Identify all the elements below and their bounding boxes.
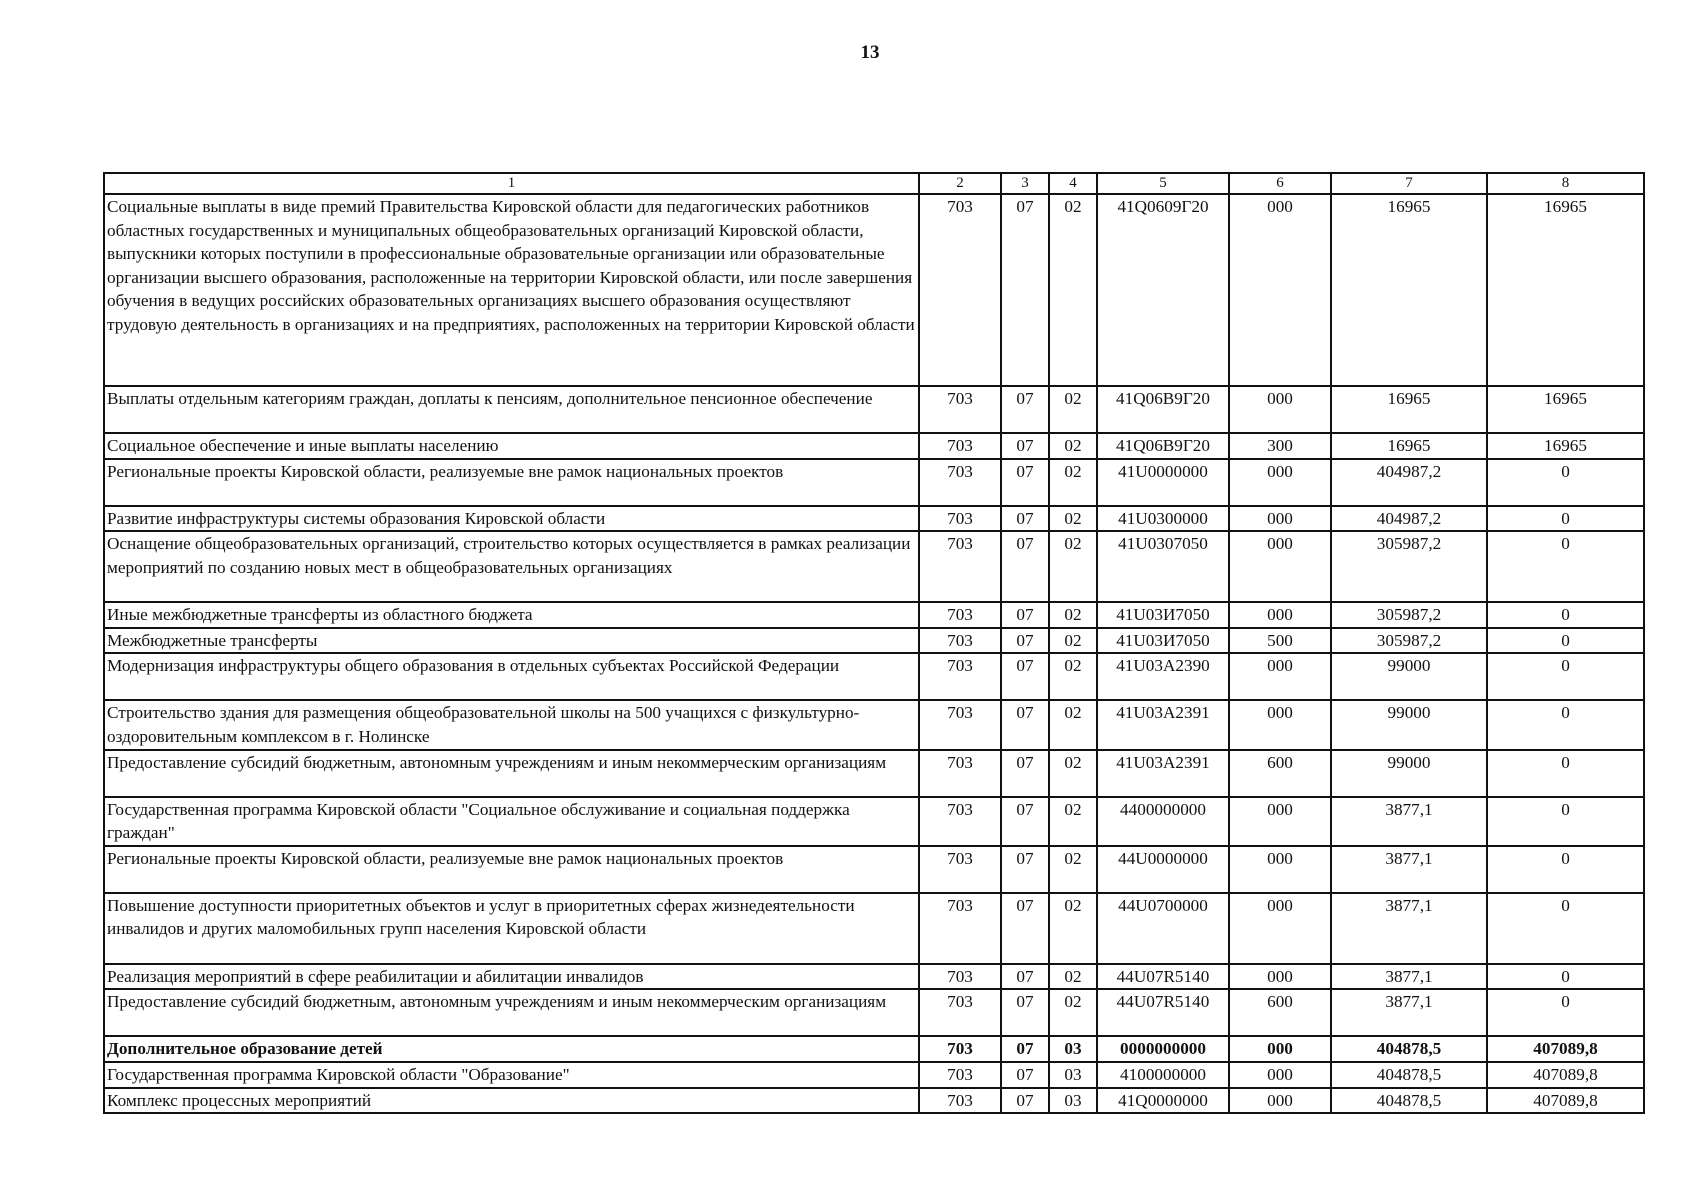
amount-year2-cell: 0 bbox=[1487, 797, 1644, 846]
section-cell: 07 bbox=[1001, 386, 1049, 433]
amount-year2-cell: 0 bbox=[1487, 989, 1644, 1036]
row-name-cell: Государственная программа Кировской области "Социальное обслуживание и социальная поддержка граждан" bbox=[104, 797, 919, 846]
amount-year2-cell: 0 bbox=[1487, 459, 1644, 506]
target-article-cell: 0000000000 bbox=[1097, 1036, 1229, 1062]
amount-year2-cell: 0 bbox=[1487, 628, 1644, 654]
table-row bbox=[104, 750, 1644, 797]
code-cell: 703 bbox=[919, 1088, 1001, 1114]
row-name-cell: Выплаты отдельным категориям граждан, доплаты к пенсиям, дополнительное пенсионное обеспечение bbox=[104, 386, 919, 433]
section-cell: 07 bbox=[1001, 797, 1049, 846]
table-row bbox=[104, 459, 1644, 506]
subsection-cell: 02 bbox=[1049, 846, 1097, 893]
amount-year2-cell: 16965 bbox=[1487, 386, 1644, 433]
table-row bbox=[104, 893, 1644, 964]
expense-type-cell: 000 bbox=[1229, 386, 1331, 433]
row-name-cell: Иные межбюджетные трансферты из областного бюджета bbox=[104, 602, 919, 628]
code-cell: 703 bbox=[919, 989, 1001, 1036]
target-article-cell: 4400000000 bbox=[1097, 797, 1229, 846]
expense-type-cell: 000 bbox=[1229, 1062, 1331, 1088]
subsection-cell: 02 bbox=[1049, 797, 1097, 846]
expense-type-cell: 000 bbox=[1229, 531, 1331, 602]
table-body bbox=[104, 194, 1644, 1113]
section-cell: 07 bbox=[1001, 893, 1049, 964]
table-row bbox=[104, 700, 1644, 749]
row-name-cell: Дополнительное образование детей bbox=[104, 1036, 919, 1062]
table-row bbox=[104, 628, 1644, 654]
code-cell: 703 bbox=[919, 750, 1001, 797]
expense-type-cell: 000 bbox=[1229, 506, 1331, 532]
table-row bbox=[104, 1088, 1644, 1114]
amount-year1-cell: 16965 bbox=[1331, 433, 1487, 459]
amount-year1-cell: 305987,2 bbox=[1331, 628, 1487, 654]
expense-type-cell: 000 bbox=[1229, 602, 1331, 628]
code-cell: 703 bbox=[919, 386, 1001, 433]
amount-year2-cell: 0 bbox=[1487, 750, 1644, 797]
section-cell: 07 bbox=[1001, 602, 1049, 628]
row-name-cell: Реализация мероприятий в сфере реабилитации и абилитации инвалидов bbox=[104, 964, 919, 990]
amount-year2-cell: 407089,8 bbox=[1487, 1036, 1644, 1062]
section-cell: 07 bbox=[1001, 628, 1049, 654]
subsection-cell: 03 bbox=[1049, 1062, 1097, 1088]
amount-year2-cell: 0 bbox=[1487, 531, 1644, 602]
code-cell: 703 bbox=[919, 602, 1001, 628]
target-article-cell: 41U03И7050 bbox=[1097, 602, 1229, 628]
target-article-cell: 41U0307050 bbox=[1097, 531, 1229, 602]
section-cell: 07 bbox=[1001, 700, 1049, 749]
amount-year1-cell: 404878,5 bbox=[1331, 1088, 1487, 1114]
row-name-cell: Предоставление субсидий бюджетным, автономным учреждениям и иным некоммерческим организациям bbox=[104, 750, 919, 797]
code-cell: 703 bbox=[919, 1036, 1001, 1062]
table-row bbox=[104, 531, 1644, 602]
amount-year1-cell: 3877,1 bbox=[1331, 989, 1487, 1036]
section-cell: 07 bbox=[1001, 1088, 1049, 1114]
table-row bbox=[104, 194, 1644, 386]
table-row bbox=[104, 506, 1644, 532]
amount-year2-cell: 0 bbox=[1487, 964, 1644, 990]
expense-type-cell: 000 bbox=[1229, 459, 1331, 506]
subsection-cell: 02 bbox=[1049, 653, 1097, 700]
expense-type-cell: 300 bbox=[1229, 433, 1331, 459]
amount-year1-cell: 16965 bbox=[1331, 386, 1487, 433]
expense-type-cell: 000 bbox=[1229, 964, 1331, 990]
target-article-cell: 44U07R5140 bbox=[1097, 989, 1229, 1036]
section-cell: 07 bbox=[1001, 506, 1049, 532]
section-cell: 07 bbox=[1001, 194, 1049, 386]
amount-year1-cell: 3877,1 bbox=[1331, 797, 1487, 846]
expense-type-cell: 000 bbox=[1229, 700, 1331, 749]
amount-year2-cell: 0 bbox=[1487, 700, 1644, 749]
section-cell: 07 bbox=[1001, 964, 1049, 990]
subsection-cell: 02 bbox=[1049, 964, 1097, 990]
subsection-cell: 02 bbox=[1049, 506, 1097, 532]
row-name-cell: Межбюджетные трансферты bbox=[104, 628, 919, 654]
target-article-cell: 41Q06В9Г20 bbox=[1097, 386, 1229, 433]
amount-year2-cell: 407089,8 bbox=[1487, 1062, 1644, 1088]
subsection-cell: 02 bbox=[1049, 989, 1097, 1036]
amount-year1-cell: 99000 bbox=[1331, 700, 1487, 749]
amount-year1-cell: 404878,5 bbox=[1331, 1062, 1487, 1088]
column-header: 4 bbox=[1049, 173, 1097, 194]
subsection-cell: 02 bbox=[1049, 386, 1097, 433]
amount-year1-cell: 305987,2 bbox=[1331, 531, 1487, 602]
target-article-cell: 41Q06В9Г20 bbox=[1097, 433, 1229, 459]
code-cell: 703 bbox=[919, 797, 1001, 846]
target-article-cell: 41Q0000000 bbox=[1097, 1088, 1229, 1114]
table-row bbox=[104, 846, 1644, 893]
code-cell: 703 bbox=[919, 433, 1001, 459]
amount-year1-cell: 404987,2 bbox=[1331, 506, 1487, 532]
section-cell: 07 bbox=[1001, 846, 1049, 893]
expense-type-cell: 000 bbox=[1229, 653, 1331, 700]
budget-table bbox=[103, 172, 1645, 1114]
subsection-cell: 03 bbox=[1049, 1088, 1097, 1114]
row-name-cell: Предоставление субсидий бюджетным, автономным учреждениям и иным некоммерческим организациям bbox=[104, 989, 919, 1036]
section-cell: 07 bbox=[1001, 1062, 1049, 1088]
expense-type-cell: 000 bbox=[1229, 1088, 1331, 1114]
code-cell: 703 bbox=[919, 531, 1001, 602]
row-name-cell: Повышение доступности приоритетных объектов и услуг в приоритетных сферах жизнедеятельности инвалидов и других маломобильных групп населения Кировской области bbox=[104, 893, 919, 964]
target-article-cell: 41Q0609Г20 bbox=[1097, 194, 1229, 386]
amount-year2-cell: 0 bbox=[1487, 602, 1644, 628]
code-cell: 703 bbox=[919, 628, 1001, 654]
section-cell: 07 bbox=[1001, 989, 1049, 1036]
amount-year2-cell: 0 bbox=[1487, 893, 1644, 964]
amount-year1-cell: 3877,1 bbox=[1331, 846, 1487, 893]
target-article-cell: 41U03А2391 bbox=[1097, 700, 1229, 749]
expense-type-cell: 600 bbox=[1229, 989, 1331, 1036]
amount-year1-cell: 404878,5 bbox=[1331, 1036, 1487, 1062]
expense-type-cell: 000 bbox=[1229, 846, 1331, 893]
section-cell: 07 bbox=[1001, 1036, 1049, 1062]
target-article-cell: 44U0000000 bbox=[1097, 846, 1229, 893]
code-cell: 703 bbox=[919, 653, 1001, 700]
page-number: 13 bbox=[860, 42, 880, 63]
subsection-cell: 02 bbox=[1049, 531, 1097, 602]
target-article-cell: 4100000000 bbox=[1097, 1062, 1229, 1088]
row-name-cell: Региональные проекты Кировской области, реализуемые вне рамок национальных проектов bbox=[104, 846, 919, 893]
code-cell: 703 bbox=[919, 194, 1001, 386]
target-article-cell: 41U03А2390 bbox=[1097, 653, 1229, 700]
code-cell: 703 bbox=[919, 964, 1001, 990]
subsection-cell: 02 bbox=[1049, 433, 1097, 459]
amount-year1-cell: 99000 bbox=[1331, 653, 1487, 700]
section-cell: 07 bbox=[1001, 459, 1049, 506]
amount-year2-cell: 0 bbox=[1487, 653, 1644, 700]
table-row bbox=[104, 797, 1644, 846]
column-header: 5 bbox=[1097, 173, 1229, 194]
row-name-cell: Государственная программа Кировской области "Образование" bbox=[104, 1062, 919, 1088]
column-header: 8 bbox=[1487, 173, 1644, 194]
code-cell: 703 bbox=[919, 459, 1001, 506]
row-name-cell: Комплекс процессных мероприятий bbox=[104, 1088, 919, 1114]
amount-year1-cell: 404987,2 bbox=[1331, 459, 1487, 506]
section-cell: 07 bbox=[1001, 433, 1049, 459]
row-name-cell: Социальные выплаты в виде премий Правительства Кировской области для педагогических работников областных государственных и муниципальных общеобразовательных организаций Кировской области, выпускники которых поступили в профессиональные образовательные организации или образовательные организации высшего образования, расположенные на территории Кировской области, или после завершения обучения в ведущих российских образовательных организациях высшего образования осуществляют трудовую деятельность в организациях и на предприятиях, расположенных на территории Кировской области bbox=[104, 194, 919, 386]
amount-year2-cell: 407089,8 bbox=[1487, 1088, 1644, 1114]
code-cell: 703 bbox=[919, 846, 1001, 893]
column-header: 2 bbox=[919, 173, 1001, 194]
table-row bbox=[104, 433, 1644, 459]
expense-type-cell: 000 bbox=[1229, 797, 1331, 846]
subsection-cell: 02 bbox=[1049, 700, 1097, 749]
row-name-cell: Строительство здания для размещения общеобразовательной школы на 500 учащихся с физкультурно-оздоровительным комплексом в г. Нолинске bbox=[104, 700, 919, 749]
expense-type-cell: 000 bbox=[1229, 1036, 1331, 1062]
target-article-cell: 44U0700000 bbox=[1097, 893, 1229, 964]
target-article-cell: 41U03И7050 bbox=[1097, 628, 1229, 654]
row-name-cell: Развитие инфраструктуры системы образования Кировской области bbox=[104, 506, 919, 532]
table-row bbox=[104, 386, 1644, 433]
code-cell: 703 bbox=[919, 506, 1001, 532]
column-number-row bbox=[104, 173, 1644, 194]
column-header: 3 bbox=[1001, 173, 1049, 194]
amount-year1-cell: 16965 bbox=[1331, 194, 1487, 386]
subsection-cell: 02 bbox=[1049, 893, 1097, 964]
column-header: 1 bbox=[104, 173, 919, 194]
row-name-cell: Социальное обеспечение и иные выплаты населению bbox=[104, 433, 919, 459]
target-article-cell: 41U0300000 bbox=[1097, 506, 1229, 532]
section-cell: 07 bbox=[1001, 750, 1049, 797]
code-cell: 703 bbox=[919, 1062, 1001, 1088]
amount-year2-cell: 0 bbox=[1487, 506, 1644, 532]
row-name-cell: Модернизация инфраструктуры общего образования в отдельных субъектах Российской Федерации bbox=[104, 653, 919, 700]
row-name-cell: Региональные проекты Кировской области, реализуемые вне рамок национальных проектов bbox=[104, 459, 919, 506]
target-article-cell: 44U07R5140 bbox=[1097, 964, 1229, 990]
code-cell: 703 bbox=[919, 893, 1001, 964]
table-row bbox=[104, 964, 1644, 990]
target-article-cell: 41U0000000 bbox=[1097, 459, 1229, 506]
code-cell: 703 bbox=[919, 700, 1001, 749]
subsection-cell: 02 bbox=[1049, 194, 1097, 386]
section-cell: 07 bbox=[1001, 531, 1049, 602]
expense-type-cell: 600 bbox=[1229, 750, 1331, 797]
subsection-cell: 02 bbox=[1049, 750, 1097, 797]
subsection-cell: 02 bbox=[1049, 459, 1097, 506]
table-row bbox=[104, 602, 1644, 628]
amount-year2-cell: 16965 bbox=[1487, 433, 1644, 459]
subsection-cell: 02 bbox=[1049, 628, 1097, 654]
table-row bbox=[104, 989, 1644, 1036]
expense-type-cell: 000 bbox=[1229, 893, 1331, 964]
column-header: 6 bbox=[1229, 173, 1331, 194]
expense-type-cell: 500 bbox=[1229, 628, 1331, 654]
subsection-cell: 02 bbox=[1049, 602, 1097, 628]
row-name-cell: Оснащение общеобразовательных организаций, строительство которых осуществляется в рамках реализации мероприятий по созданию новых мест в общеобразовательных организациях bbox=[104, 531, 919, 602]
expense-type-cell: 000 bbox=[1229, 194, 1331, 386]
amount-year1-cell: 3877,1 bbox=[1331, 893, 1487, 964]
amount-year1-cell: 305987,2 bbox=[1331, 602, 1487, 628]
amount-year2-cell: 16965 bbox=[1487, 194, 1644, 386]
amount-year1-cell: 3877,1 bbox=[1331, 964, 1487, 990]
table-row bbox=[104, 1036, 1644, 1062]
subsection-cell: 03 bbox=[1049, 1036, 1097, 1062]
table-row bbox=[104, 1062, 1644, 1088]
amount-year2-cell: 0 bbox=[1487, 846, 1644, 893]
amount-year1-cell: 99000 bbox=[1331, 750, 1487, 797]
section-cell: 07 bbox=[1001, 653, 1049, 700]
column-header: 7 bbox=[1331, 173, 1487, 194]
target-article-cell: 41U03А2391 bbox=[1097, 750, 1229, 797]
table-row bbox=[104, 653, 1644, 700]
